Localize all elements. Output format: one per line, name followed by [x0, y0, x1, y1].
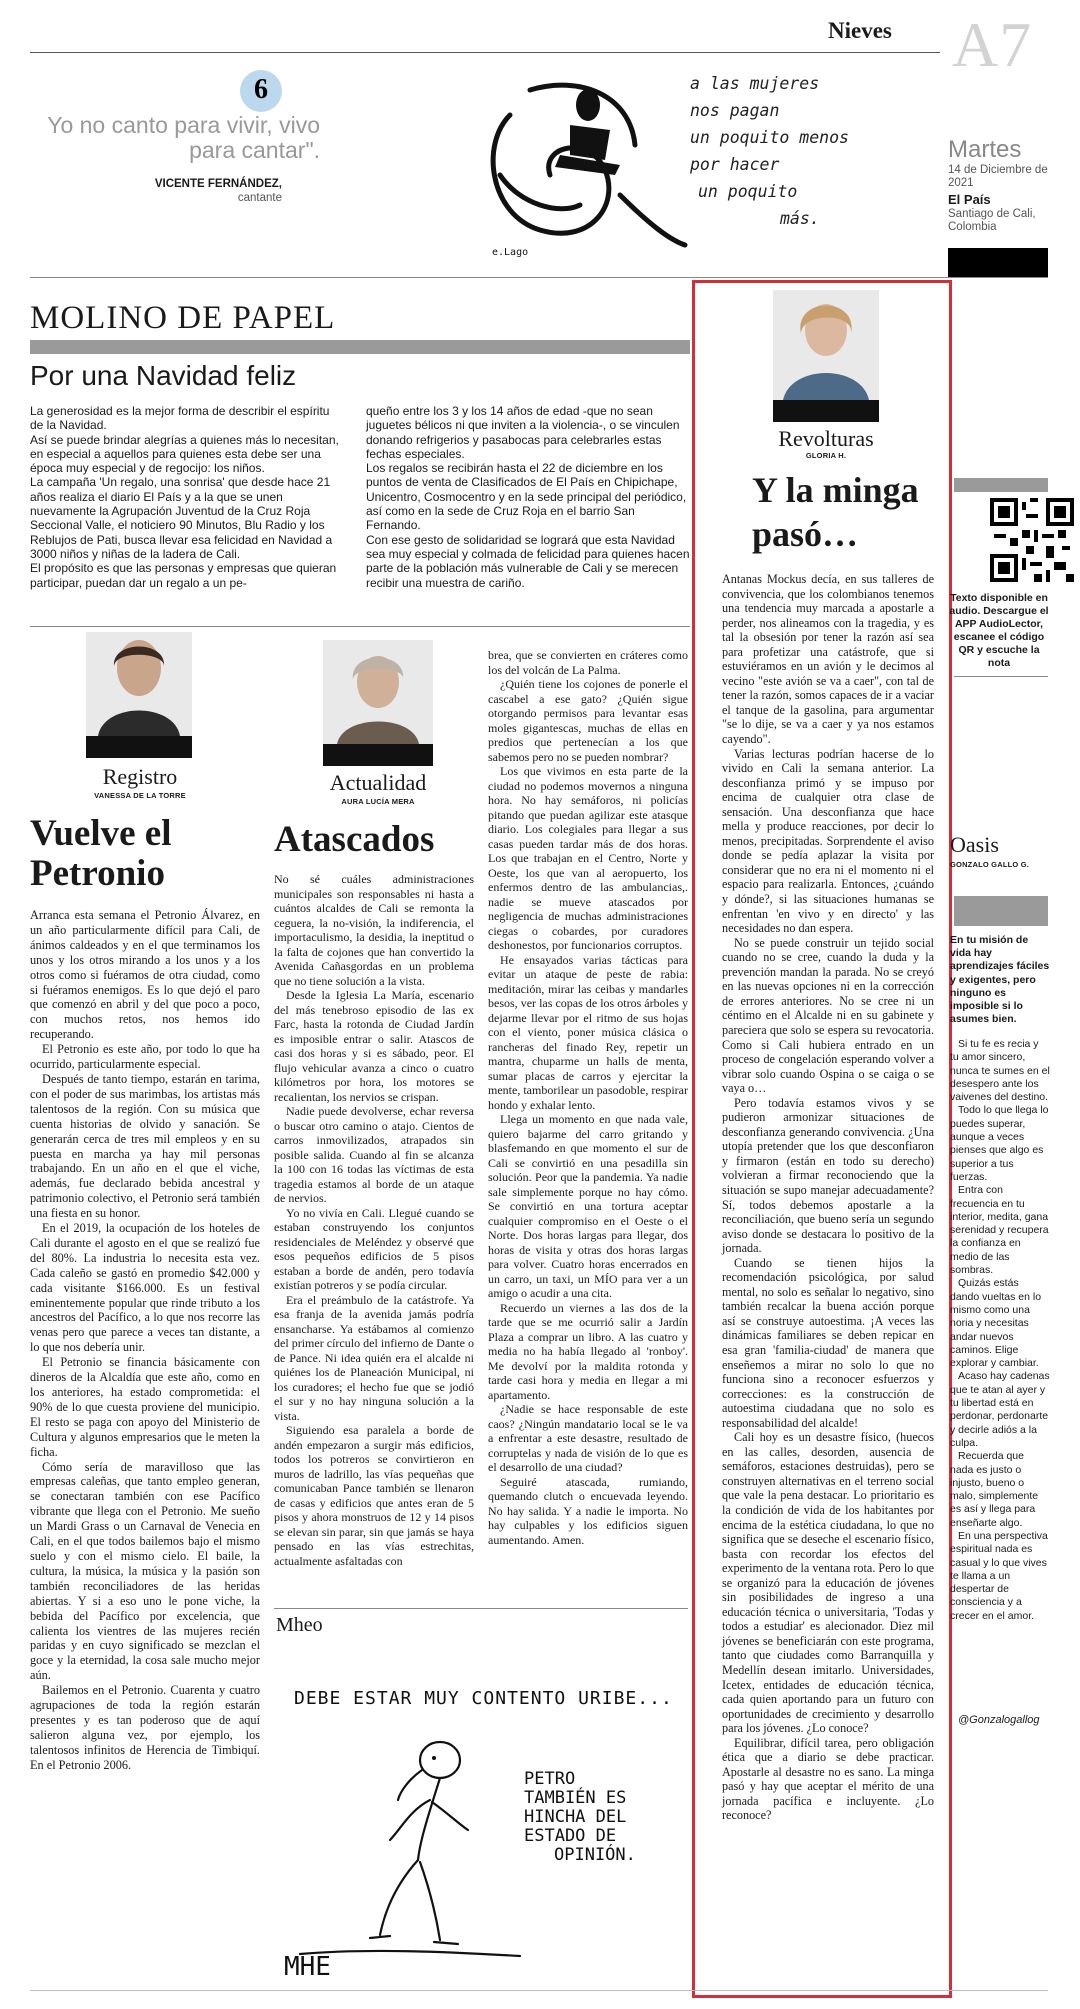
actualidad-paragraph: Nadie puede devolverse, echar reversa o buscar otro camino o atajo. Cientos de carros inmovilizados, atrapados sin posible salida. Cuando al fin se alcanza la 100 con 16 todas las víctimas de esta tragedia estamos al borde de un ataque de nervios. — [274, 1104, 474, 1205]
page-number: A7 — [952, 9, 1033, 80]
oasis-author: GONZALO GALLO G. — [950, 860, 1030, 869]
header-bottom-rule — [30, 277, 1048, 278]
qr-code-icon[interactable] — [990, 498, 1074, 582]
oasis-paragraph: Si tu fe es recia y tu amor sincero, nunca te sumes en el desespero ante los vaivenes del destino. — [950, 1038, 1050, 1104]
mheo-drawing — [290, 1730, 530, 1970]
author-photo-gloria — [773, 290, 879, 422]
audio-grey-bar — [954, 478, 1048, 492]
oasis-body — [950, 1038, 1050, 1623]
top-rule — [30, 52, 940, 53]
cartoon-signature: e.Lago — [492, 247, 529, 258]
hand-line: a las mujeres — [690, 74, 820, 93]
bubble-line: ESTADO DE — [524, 1826, 617, 1846]
section-label: Nieves — [828, 18, 892, 43]
actualidad-paragraph: He ensayados varias tácticas para evitar un ataque de peste de rabia: meditación, mirar las ceibas y mandarles besos, ver las copas de los otros árboles y dejarme llevar por el ritmo de sus hojas con el viento, poner música clásica o rancheras del finado Rey, repetir un mantra, chuparme un halls de menta, sumar placas de carros y ejercitar la mente, tamborilear un pasodoble, respirar hondo y exhalar lento. — [488, 952, 688, 1112]
author-photo-aura — [323, 640, 433, 766]
actualidad-paragraph: Seguiré atascada, rumiando, quemando clutch o encuevada leyendo. No hay salida. Y a nadie le importa. No hay culpables y los edificios siguen aumentando. Amen. — [488, 1474, 688, 1547]
molino-grey-bar — [30, 340, 690, 354]
date-day: Martes — [948, 136, 1022, 163]
actualidad-headline: Atascados — [274, 819, 435, 860]
quote-badge — [240, 70, 282, 112]
actualidad-paragraph: Recuerdo un viernes a las dos de la tarde que se me ocurrió salir a Jardín Plaza a comprar un libro. A las cuatro y media no ha había llegado al 'ronboy'. Me devolví por la maldita rotonda y tarde casi hora y media en llegar a mi apartamento. — [488, 1300, 688, 1402]
mheo-label: Mheo — [276, 1614, 323, 1636]
revolturas-paragraph: Varias lecturas podrían hacerse de lo vivido en Cali la semana anterior. La desconfianza primó y se impuso por encima de cualquier otra clase de sensación. Una desconfianza que hace mella y produce reacciones, por decir lo menos, precipitadas. Sorprendente el aviso donde se pedía aplazar la visita por considerar que no era ni el momento ni el espacio para realizarla. Entonces, ¿cuándo y dónde?, si las situaciones humanas se enfrentan 'en vivo y en directo' y las necesidades no dan espera. — [722, 746, 934, 936]
oasis-paragraph: Acaso hay cadenas que te atan al ayer y tu libertad está en perdonar, perdonarte y decirle adiós a la culpa. — [950, 1370, 1050, 1449]
header-black-bar — [948, 248, 1048, 278]
actualidad-paragraph: Siguiendo esa paralela a borde de andén empezaron a surgir más edificios, todos los potreros se convirtieron en muros de ladrillo, las vías pequeñas que comunicaban Pance también se llenaron de casas y edificios que antes eran de 5 pisos y ahora monstruos de 12 y 14 pisos se elevan sin parar, sin que jamás se haya pensado en las vías estrechitas, actualmente asfaltadas con — [274, 1423, 474, 1568]
registro-paragraph: Después de tanto tiempo, estarán en tarima, con el poder de sus marimbas, los artistas más talentosos de la región. Con su música que cuenta historias de olvido y sanación. Se generarán cerca de tres mil empleos y en su puesta en marcha ya hay mil personas trabajando. En un año en el que el viche, además, fue declarado bebida ancestral y patrimonio colectivo, el Petronio será también una fiesta en su honor. — [30, 1071, 260, 1221]
registro-body — [30, 908, 260, 1773]
revolturas-body — [722, 572, 934, 1823]
author-photo-vanessa — [86, 632, 192, 758]
actualidad-col-a — [274, 872, 474, 1568]
mheo-speech-bubble — [524, 1770, 636, 1865]
hand-line: más. — [780, 209, 820, 228]
actualidad-paragraph: brea, que se convierten en cráteres como los del volcán de La Palma. — [488, 648, 688, 677]
oasis-top-rule — [954, 676, 1048, 677]
bubble-line: PETRO — [524, 1769, 576, 1789]
audio-note: Texto disponible en audio. Descargue el APP AudioLector, escanee el código QR y escuche la nota — [949, 592, 1049, 669]
registro-column-name: Registro — [102, 764, 178, 789]
page-bottom-rule — [30, 1990, 1048, 1991]
revolturas-paragraph: No se puede construir un tejido social cuando no se cree, cuando la duda y la prevención mandan la parada. No se creyó en las nuevas opciones ni en la corrección de errores anteriores. No se cree ni un céntimo en el Alcalde ni en su gabinete y pareciera que solo se espera su revocatoria. Como si Cali hubiera entrado en un proceso de congelación esperando volver a vibrar solo cuando Ospina o se caiga o se vaya o… — [722, 935, 934, 1096]
registro-author: VANESSA DE LA TORRE — [94, 791, 186, 800]
molino-bottom-rule — [30, 626, 690, 627]
place-text: Santiago de Cali, Colombia — [948, 208, 1036, 233]
molino-paragraph: Con ese gesto de solidaridad se logrará que esta Navidad sea muy especial y colmada de felicidad para quienes hacen parte de la población más vulnerable de Cali y se merecen recibir una muestra de cariño. — [366, 532, 690, 590]
revolturas-paragraph: Cali hoy es un desastre físico, (huecos en las calles, desorden, ausencia de semáforos, estaciones destruidas), pero se construyen alternativas en el terreno social que vale la pena destacar. Lo prioritario es la condición de vida de los habitantes por encima de la estética ciudadana, lo que no significa que se deseche el escenario físico, basta con recordar los efectos del experimento de la ventana rota. Pero lo que se organizó para la educación de jóvenes sin posibilidades de ingreso a una educación técnica o universitaria, 'Todas y todos a estudiar' es alecionador. Diez mil jóvenes se beneficiarán con este programa, tanto que ciudades como Barranquilla y Medellín desean imitarlo. Universidades, Icetex, entidades de educación técnica, cada quien aportando para un futuro con oportunidades de crecimiento y desarrollo para los jóvenes. ¿Lo conoce? — [722, 1430, 934, 1736]
oasis-grey-bar — [954, 896, 1048, 926]
registro-paragraph: Cómo sería de maravilloso que las empresas caleñas, que tanto empleo generan, se conectaran también con ese Pacífico vibrante que llega con el Petronio. Me sueño un Mardi Grass o un Carnaval de Venecia en Cali, en el que todos bailemos bajo el mismo suelo y con el mismo cielo. El baile, la cultura, la música, la música y la pasión son también reconciliadores de las heridas abiertas. Y si a eso uno le pone viche, la bebida del Pacífico por excelencia, que calienta los vientres de las mujeres recién paridas y en cuyo significado se mezclan el goce y la eternidad, la cosa sale mucho mejor aún. — [30, 1459, 260, 1683]
oasis-handle[interactable]: @Gonzalogallog — [958, 1714, 1040, 1726]
actualidad-column-name: Actualidad — [329, 770, 427, 795]
revolturas-paragraph: Equilibrar, difícil tarea, pero obligación ética que a diario se debe practicar. Apostarle al desastre no es sano. La minga pasó y hay que aceptar el mérito de una jornada pacífica e incluyente. ¿Lo reconoce? — [722, 1735, 934, 1823]
mheo-top-rule — [274, 1608, 688, 1609]
quote-author: VICENTE FERNÁNDEZ, — [154, 178, 282, 190]
molino-col2 — [366, 404, 690, 590]
actualidad-paragraph: Yo no vivía en Cali. Llegué cuando se estaban construyendo los conjuntos residenciales de Meléndez y observé que esos pequeños edificios de 5 pisos estaban a borde de andén, pero todavía existían potreros y se podía circular. — [274, 1205, 474, 1292]
hand-line: nos pagan — [690, 101, 780, 120]
oasis-paragraph: Quizás estás dando vueltas en lo mismo como una noria y necesitas andar nuevos caminos. Elige explorar y cambiar. — [950, 1277, 1042, 1370]
registro-paragraph: Arranca esta semana el Petronio Álvarez, en un año particularmente difícil para Cali, de ánimos caldeados y en el que terminamos los unos y los otros mirando a los unos y a los otros como si fuéramos de otra ciudad, como si fuéramos enemigos. Es lo que dejó el paro que comenzó en abril y del que poco a poco, con muchos retos, nos hemos ido recuperando. — [30, 908, 260, 1042]
molino-col1 — [30, 404, 346, 590]
oasis-paragraph: Recuerda que nada es justo o injusto, bueno o malo, simplemente es así y llega para enseñarte algo. — [950, 1450, 1039, 1529]
registro-headline: Vuelve el Petronio — [30, 813, 172, 894]
oasis-paragraph: Todo lo que llega lo puedes superar, aunque a veces pienses que algo es superior a tus fuerzas. — [950, 1104, 1049, 1183]
actualidad-col-b — [488, 648, 688, 1547]
oasis-column-name: Oasis — [950, 832, 999, 857]
quote-role: cantante — [237, 192, 282, 204]
revolturas-paragraph: Antanas Mockus decía, en sus talleres de convivencia, que los colombianos tenemos una tendencia muy marcada a apostarle a perder, nos alineamos con la tragedia, y es tal la obsesión por tener la razón así sea para profetizar una catástrofe, que si estuviéramos en un avión y le decimos al vecino "este avión se va a caer", con tal de tener la razón, somos capaces de ir a vaciar el tanque de la gasolina, para argumentar "se lo dije, se va a caer y ya nos estamos cayendo". — [722, 572, 934, 747]
actualidad-paragraph: Los que vivimos en esta parte de la ciudad no podemos movernos a ninguna hora. No hay semáforos, ni policías pitando que puedan agilizar este atasque diario. Los colegiales para llegar a sus casas pueden tardar más de dos horas. Los que trabajan en el Centro, Norte y Oeste, los que van al aeropuerto, los enfermos dentro de las ambulancias,. nadie se mueve atascados por negligencia de muchas administraciones ciegas o cobardes, por curadores deshonestos, por funcionarios corruptos. — [488, 764, 688, 952]
registro-paragraph: El Petronio se financia básicamente con dineros de la Alcaldía que este año, como en los anteriores, ha estado comprometida: el 90% de lo que cuesta proviene del municipio. El resto se paga con apoyo del Ministerio de Cultura y algunos empresarios que le meten la ficha. — [30, 1355, 260, 1459]
date-text: 14 de Diciembre de 2021 — [948, 164, 1048, 189]
hand-line: un poquito menos — [690, 128, 849, 147]
bubble-line: OPINIÓN. — [554, 1845, 636, 1865]
actualidad-paragraph: Era el preámbulo de la catástrofe. Ya esa franja de la avenida jamás podría ensancharse. Ya estábamos al comienzo del primer círculo del infierno de Dante o de Pance. Ni idea quién era el alcalde ni quiénes los de Planeación Municipal, ni los curadores; el hecho fue que se jodió el sur y no hay ninguna solución a la vista. — [274, 1292, 474, 1423]
actualidad-paragraph: No sé cuáles administraciones municipales son responsables ni hasta a cuántos alcaldes de Cali se remonta la ceguera, la no-visión, la indiferencia, el importaculismo, la desidia, la ineptitud o la falta de cojones que han convertido la Avenida Cañasgordas en un problema que no tiene solución a la vista. — [274, 872, 474, 988]
molino-paragraph: La campaña 'Un regalo, una sonrisa' que desde hace 21 años realiza el diario El País y a la que se unen nuevamente la Agrupación Juventud de la Cruz Roja Seccional Valle, el noticiero 90 Minutos, Blu Radio y los Reblujos de Pati, busca llevar esa felicidad en Navidad a 3000 niños y niñas de la ladera de Cali. — [30, 475, 333, 561]
bubble-line: TAMBIÉN ES — [524, 1788, 627, 1808]
paper-name: El País — [948, 192, 991, 207]
molino-paragraph: El propósito es que las personas y empresas que quieran participar, puedan dar un regalo a un pe- — [30, 561, 337, 590]
actualidad-paragraph: Desde la Iglesia La María, escenario del más tenebroso episodio de las ex Farc, hasta la rotonda de Ciudad Jardín es imposible entrar o salir. Atascos de casi dos horas y si es sábado, peor. El flujo vehicular avanza a cinco o cuatro kilómetros por hora, los motores se recalientan, los nervios se crispan. — [274, 988, 474, 1104]
cartoon-handwriting — [690, 70, 910, 232]
revolturas-headline: Y la minga pasó… — [752, 470, 919, 554]
actualidad-author: AURA LUCÍA MERA — [341, 797, 415, 806]
registro-paragraph: El Petronio es este año, por todo lo que ha ocurrido, particularmente especial. — [30, 1042, 260, 1072]
quote-mark-icon: 6 — [254, 74, 268, 105]
molino-paragraph: Los regalos se recibirán hasta el 22 de diciembre en los puntos de venta de Clasificados de El País en Chipichape, Unicentro, Cosmocentro y en la sede principal del periódico, así como en la sede de Cruz Roja en el barrio San Fernando. — [366, 461, 687, 533]
molino-headline: Por una Navidad feliz — [30, 360, 297, 391]
actualidad-paragraph: ¿Quién tiene los cojones de ponerle el cascabel a ese gato? ¿Quién sigue otorgando permisos para levantar esas moles gigantescas, muchas de ellas en predios que pertenecían a los que sabemos pero no se pueden nombrar? — [488, 677, 688, 764]
molino-paragraph: queño entre los 3 y los 14 años de edad -que no sean juguetes bélicos ni que inviten a la violencia-, o se vinculen donando refrigerios y pasabocas para celebrarles estas fechas especiales. — [366, 404, 680, 461]
top-cartoon — [470, 55, 700, 265]
mheo-signature: MHE — [284, 1952, 331, 1982]
revolturas-author: GLORIA H. — [805, 451, 847, 460]
actualidad-paragraph: Llega un momento en que nada vale, quiero bajarme del carro gritando y blasfemando en que momento el sur de Cali se convirtió en una pesadilla sin solución. Peor que la pandemia. Ya nadie sale simplemente porque no hay cómo. Se convirtió en una tortura aceptar cualquier compromiso en el Oeste o el Norte. Dos horas largas para llegar, dos horas de visita y otras dos horas largas para volver. Cuatro horas encerrados en un carro, un taxi, un MÍO para ver a un amigo o acudir a una cita. — [488, 1112, 688, 1300]
molino-paragraph: Así se puede brindar alegrías a quienes más lo necesitan, en especial a aquellos para quienes esta debe ser una época muy especial y de regocijo: los niños. — [30, 432, 339, 476]
molino-section-title: MOLINO DE PAPEL — [30, 300, 336, 336]
registro-paragraph: En el 2019, la ocupación de los hoteles de Cali durante el agosto en el que se realizó fue del 80%. La industria lo necesita esta vez. Cada caleño se gastó en promedio $42.000 y cada visitante $166.000. Es un festival eminentemente popular que rinde tributo a los ancestros del Pacífico, a lo que nos recorre las venas pero que parece a veces tan distante, a lo que nos debería unir. — [30, 1221, 260, 1355]
mheo-caption: DEBE ESTAR MUY CONTENTO URIBE... — [294, 1688, 673, 1709]
revolturas-paragraph: Pero todavía estamos vivos y se pudieron armonizar situaciones de desconfianza generando convivencia. ¿Una utopía pretender que los que desconfiaron y firmaron (están en todo su derecho) volvieran a firmar reconociendo que la situación se supo manejar adecuadamente? Sí, todos debemos apostarle a la reconciliación, que bueno sería un segundo aviso donde se destacara lo positivo de la jornada. — [722, 1095, 934, 1256]
molino-paragraph: La generosidad es la mejor forma de describir el espíritu de la Navidad. — [30, 404, 330, 433]
quote-text: Yo no canto para vivir, vivo para cantar". — [47, 112, 320, 163]
revolturas-paragraph: Cuando se tienen hijos la recomendación psicológica, por salud mental, no solo es señalar lo negativo, sino también recalcar la buena acción porque así se construye autoestima. ¡A veces las dinámicas familiares se deben repicar en esa gran 'familia-ciudad' de manera que enseñemos a mirar no solo lo que no funciona sino a reconocer esfuerzos y correcciones: es la construcción de autoestima ciudadana que no solo es responsabilidad del alcalde! — [722, 1255, 934, 1430]
hand-line: por hacer — [690, 155, 780, 174]
actualidad-paragraph: ¿Nadie se hace responsable de este caos? ¿Ningún mandatario local se le va a enfrentar a este desastre, resultado de corruptelas y nada de visión de lo que es el desarrollo de una ciudad? — [488, 1402, 688, 1474]
oasis-paragraph: Entra con frecuencia en tu interior, medita, gana serenidad y recupera la confianza en medio de las sombras. — [950, 1184, 1049, 1277]
registro-paragraph: Bailemos en el Petronio. Cuarenta y cuatro agrupaciones de toda la región estarán presentes y es tan poderoso que de aquí salieron alguna vez, por ejemplo, los talentosos infinitos de Herencia de Timbiquí. En el Petronio 2006. — [30, 1683, 260, 1772]
revolturas-column-name: Revolturas — [778, 426, 874, 451]
oasis-intro: En tu misión de vida hay aprendizajes fáciles y exigentes, pero ninguno es imposible si lo asumes bien. — [950, 934, 1050, 1026]
bubble-line: HINCHA DEL — [524, 1807, 627, 1827]
hand-line: un poquito — [698, 182, 798, 201]
oasis-paragraph: En una perspectiva espiritual nada es casual y lo que vives te llama a un despertar de consciencia y a crecer en el amor. — [950, 1529, 1048, 1622]
